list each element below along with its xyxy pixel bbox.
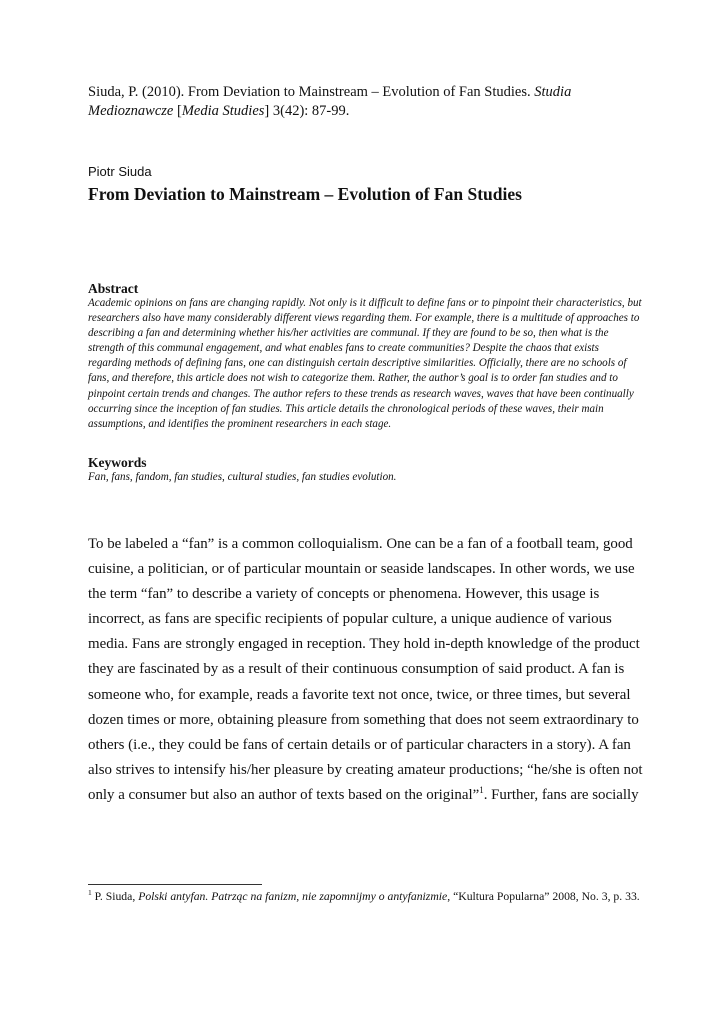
body-paragraph [88, 532, 643, 808]
body-line-text: . Further, fans are socially [483, 786, 639, 803]
body-line: incorrect, as fans are specific recipients of popular culture, a unique audience of various [88, 611, 612, 628]
body-line: they are fascinated by as a result of their continuous consumption of said product. A fan is [88, 661, 625, 678]
body-line-last [88, 783, 639, 808]
body-line: also strives to intensify his/her pleasure by creating amateur productions; “he/she is often not [88, 761, 643, 778]
body-line: cuisine, a politician, or of particular mountain or seaside landscapes. In other words, we use [88, 561, 635, 578]
body-line: the term “fan” to describe a variety of concepts or phenomena. However, this usage is [88, 586, 600, 603]
citation-journal: Studia Medioznawcze [88, 84, 572, 119]
citation-suffix: ] 3(42): 87-99. [264, 103, 350, 119]
keywords-text: Fan, fans, fandom, fan studies, cultural studies, fan studies evolution. [88, 471, 397, 483]
author-name: Piotr Siuda [88, 164, 152, 179]
paper-title: From Deviation to Mainstream – Evolution of Fan Studies [88, 184, 522, 204]
footnote-number: 1 [88, 888, 92, 898]
body-line: someone who, for example, reads a favorite text not once, twice, or three times, but several [88, 686, 631, 703]
body-line: media. Fans are strongly engaged in reception. They hold in-depth knowledge of the product [88, 636, 640, 653]
footnote-reference[interactable]: 1 [479, 784, 484, 795]
body-line: others (i.e., they could be fans of certain details or of particular characters in a story). A fan [88, 736, 631, 753]
body-line: dozen times or more, obtaining pleasure from something that does not seem extraordinary to [88, 711, 639, 728]
body-line: To be labeled a “fan” is a common colloquialism. One can be a fan of a football team, good [88, 536, 633, 552]
body-line-text: only a consumer but also an author of texts based on the original” [88, 786, 480, 803]
keywords-heading: Keywords [88, 455, 147, 470]
citation-prefix: Siuda, P. (2010). From Deviation to Mainstream – Evolution of Fan Studies. [88, 84, 535, 100]
footnote-book-title: Polski antyfan. Patrząc na fanizm, nie zapomnijmy o antyfanizmie [138, 890, 448, 903]
footnote [88, 889, 644, 905]
abstract-heading: Abstract [88, 281, 139, 296]
footnote-divider [88, 884, 262, 885]
footnote-lead: P. Siuda, [91, 890, 139, 903]
abstract-text: Academic opinions on fans are changing rapidly. Not only is it difficult to define fans or to pinpoint their characteristics, but researchers also have many considerably different views regarding them. For example, there is a multitude of approaches to describing a fan and determining whether his/her activities are communal. If they are found to be so, then what is the strength of this communal engagement, and what enables fans to create communities? Despite the chaos that exists regarding methods of defining fans, one can distinguish certain descriptive similarities. Officially, there are no schools of fans, and therefore, this article does not wish to categorize them. Rather, the author’s goal is to order fan studies and to pinpoint certain trends and changes. The author refers to these trends as research waves, waves that have been continually occurring since the inception of fan studies. This article details the chronological periods of these waves, their main assumptions, and identifies the prominent researchers in each stage. [88, 297, 642, 430]
citation [88, 83, 648, 121]
footnote-rest: , “Kultura Popularna” 2008, No. 3, p. 33. [447, 890, 640, 903]
citation-translation: Media Studies [181, 103, 265, 119]
citation-bracket-open: [ [173, 103, 182, 119]
